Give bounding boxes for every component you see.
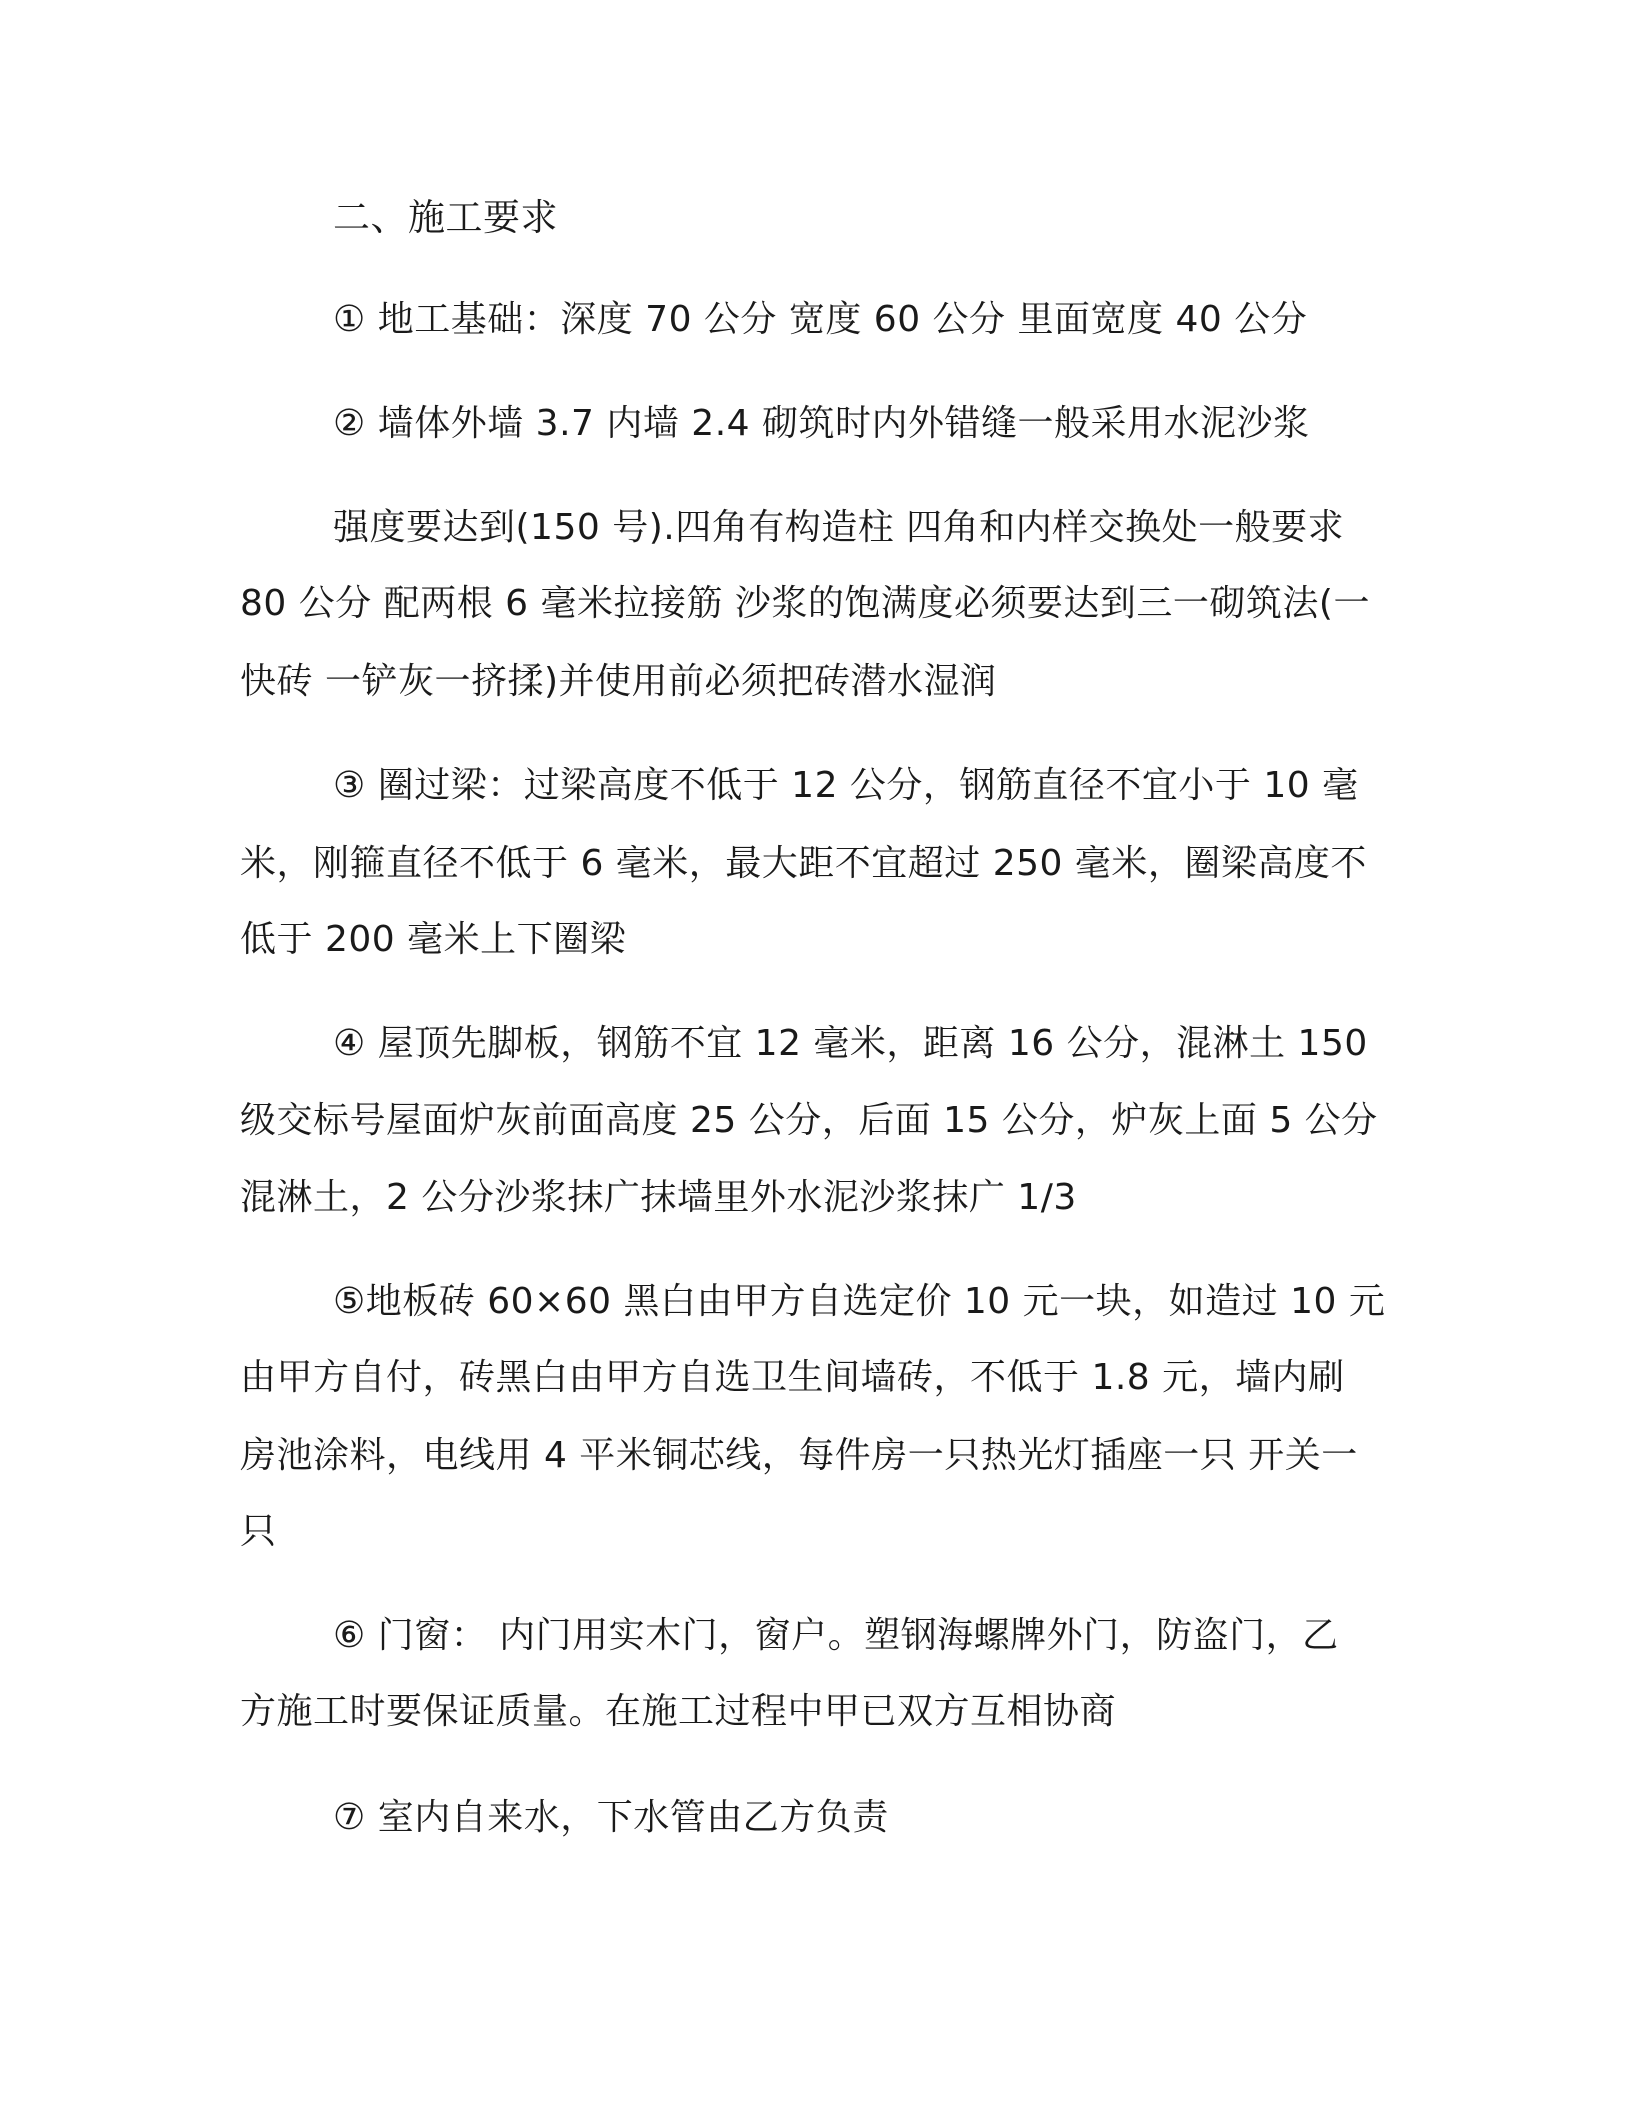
item-3-line-2: 米，刚箍直径不低于 6 毫米，最大距不宜超过 250 毫米，圈梁高度不 (240, 843, 1367, 884)
item-7-plumbing: ⑦ 室内自来水，下水管由乙方负责 (333, 1797, 889, 1838)
item-2-line-3: 80 公分 配两根 6 毫米拉接筋 沙浆的饱满度必须要达到三一砌筑法(一 (240, 583, 1370, 624)
item-2-line-4: 快砖 一铲灰一挤揉)并使用前必须把砖潜水湿润 (240, 661, 997, 702)
item-5-line-2: 由甲方自付，砖黑白由甲方自选卫生间墙砖，不低于 1.8 元，墙内刷 (240, 1357, 1345, 1398)
item-1-foundation: ① 地工基础：深度 70 公分 宽度 60 公分 里面宽度 40 公分 (333, 299, 1308, 340)
item-3-line-3: 低于 200 毫米上下圈梁 (240, 919, 627, 960)
item-4-line-3: 混淋土，2 公分沙浆抹广抹墙里外水泥沙浆抹广 1/3 (240, 1177, 1077, 1218)
item-2-line-2: 强度要达到(150 号).四角有构造柱 四角和内样交换处一般要求 (333, 507, 1345, 548)
item-4-line-2: 级交标号屋面炉灰前面高度 25 公分，后面 15 公分，炉灰上面 5 公分 (240, 1100, 1378, 1141)
item-6-line-1: ⑥ 门窗： 内门用实木门，窗户。塑钢海螺牌外门，防盗门，乙 (333, 1615, 1339, 1656)
item-3-line-1: ③ 圈过梁：过梁高度不低于 12 公分，钢筋直径不宜小于 10 毫 (333, 765, 1359, 806)
item-6-line-2: 方施工时要保证质量。在施工过程中甲已双方互相协商 (240, 1691, 1117, 1732)
item-5-line-4: 只 (240, 1511, 277, 1552)
item-4-line-1: ④ 屋顶先脚板，钢筋不宜 12 毫米，距离 16 公分，混淋土 150 (333, 1023, 1368, 1064)
item-5-line-3: 房池涂料，电线用 4 平米铜芯线，每件房一只热光灯插座一只 开关一 (240, 1435, 1358, 1476)
item-5-line-1: ⑤地板砖 60×60 黑白由甲方自选定价 10 元一块，如造过 10 元 (333, 1281, 1386, 1322)
item-2-line-1: ② 墙体外墙 3.7 内墙 2.4 砌筑时内外错缝一般采用水泥沙浆 (333, 403, 1310, 444)
section-heading: 二、施工要求 (333, 196, 558, 239)
